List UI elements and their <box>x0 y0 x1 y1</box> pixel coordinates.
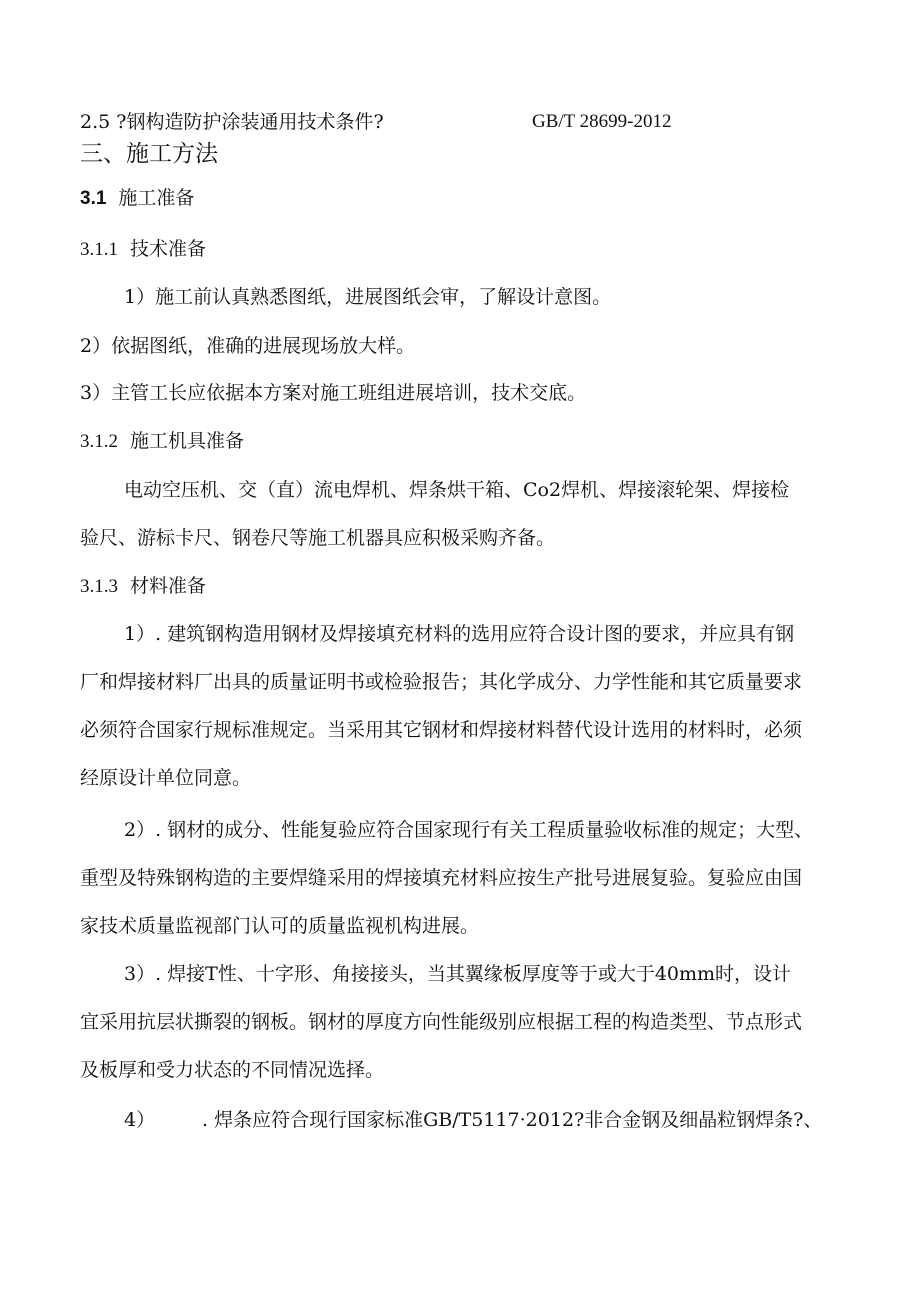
paragraph-line: 宜采用抗层状撕裂的钢板。钢材的厚度方向性能级别应根据工程的构造类型、节点形式 <box>80 1011 803 1033</box>
subsection-title: 施工准备 <box>118 187 195 209</box>
paragraph-line: 3）主管工长应依据本方案对施工班组进展培训，技术交底。 <box>80 382 587 404</box>
section-heading: 三、施工方法 <box>80 141 218 167</box>
subsection-number: 3.1.3 <box>80 576 118 597</box>
subsection-number: 3.1.1 <box>80 239 118 260</box>
subsection-title: 施工机具准备 <box>130 430 245 452</box>
paragraph-line: 验尺、游标卡尺、钢卷尺等施工机器具应积极采购齐备。 <box>80 527 556 549</box>
paragraph-line: 1）. 建筑钢构造用钢材及焊接填充材料的选用应符合设计图的要求，并应具有钢 <box>124 623 795 645</box>
paragraph-line: . 焊条应符合现行国家标准GB/T5117·2012?非合金钢及细晶粒钢焊条?、 <box>202 1109 823 1131</box>
subsection-number: 3.1 <box>80 188 107 209</box>
paragraph-line: 经原设计单位同意。 <box>80 767 252 789</box>
paragraph-line: 电动空压机、交（直）流电焊机、焊条烘干箱、Co2焊机、焊接滚轮架、焊接检 <box>124 479 790 501</box>
subsection-heading-3-1-1 <box>80 237 206 262</box>
paragraph-line: 厂和焊接材料厂出具的质量证明书或检验报告；其化学成分、力学性能和其它质量要求 <box>80 671 803 693</box>
subsection-title: 材料准备 <box>130 575 207 597</box>
standard-reference-code: GB/T 28699-2012 <box>532 111 672 132</box>
subsection-heading-3-1-2 <box>80 429 244 454</box>
paragraph-line: 2）依据图纸，准确的进展现场放大样。 <box>80 335 416 357</box>
paragraph-line: 3）. 焊接T性、十字形、角接接头，当其翼缘板厚度等于或大于40mm时，设计 <box>124 963 792 985</box>
paragraph-line: 及板厚和受力状态的不同情况选择。 <box>80 1059 385 1081</box>
subsection-number: 3.1.2 <box>80 431 118 452</box>
paragraph-line: 1）施工前认真熟悉图纸，进展图纸会审，了解设计意图。 <box>124 286 612 308</box>
paragraph-line: 必须符合国家行规标准规定。当采用其它钢材和焊接材料替代设计选用的材料时，必须 <box>80 719 803 741</box>
subsection-title: 技术准备 <box>130 238 207 260</box>
subsection-heading-3-1-3 <box>80 574 206 599</box>
paragraph-line: 家技术质量监视部门认可的质量监视机构进展。 <box>80 915 480 937</box>
standard-reference-title: 2.5 ?钢构造防护涂装通用技术条件? <box>80 111 384 133</box>
subsection-heading-3-1 <box>80 186 194 211</box>
paragraph-line: 重型及特殊钢构造的主要焊缝采用的焊接填充材料应按生产批号进展复验。复验应由国 <box>80 867 803 889</box>
paragraph-line: 2）. 钢材的成分、性能复验应符合国家现行有关工程质量验收标准的规定；大型、 <box>124 819 814 841</box>
list-item-number: 4） <box>124 1109 156 1131</box>
